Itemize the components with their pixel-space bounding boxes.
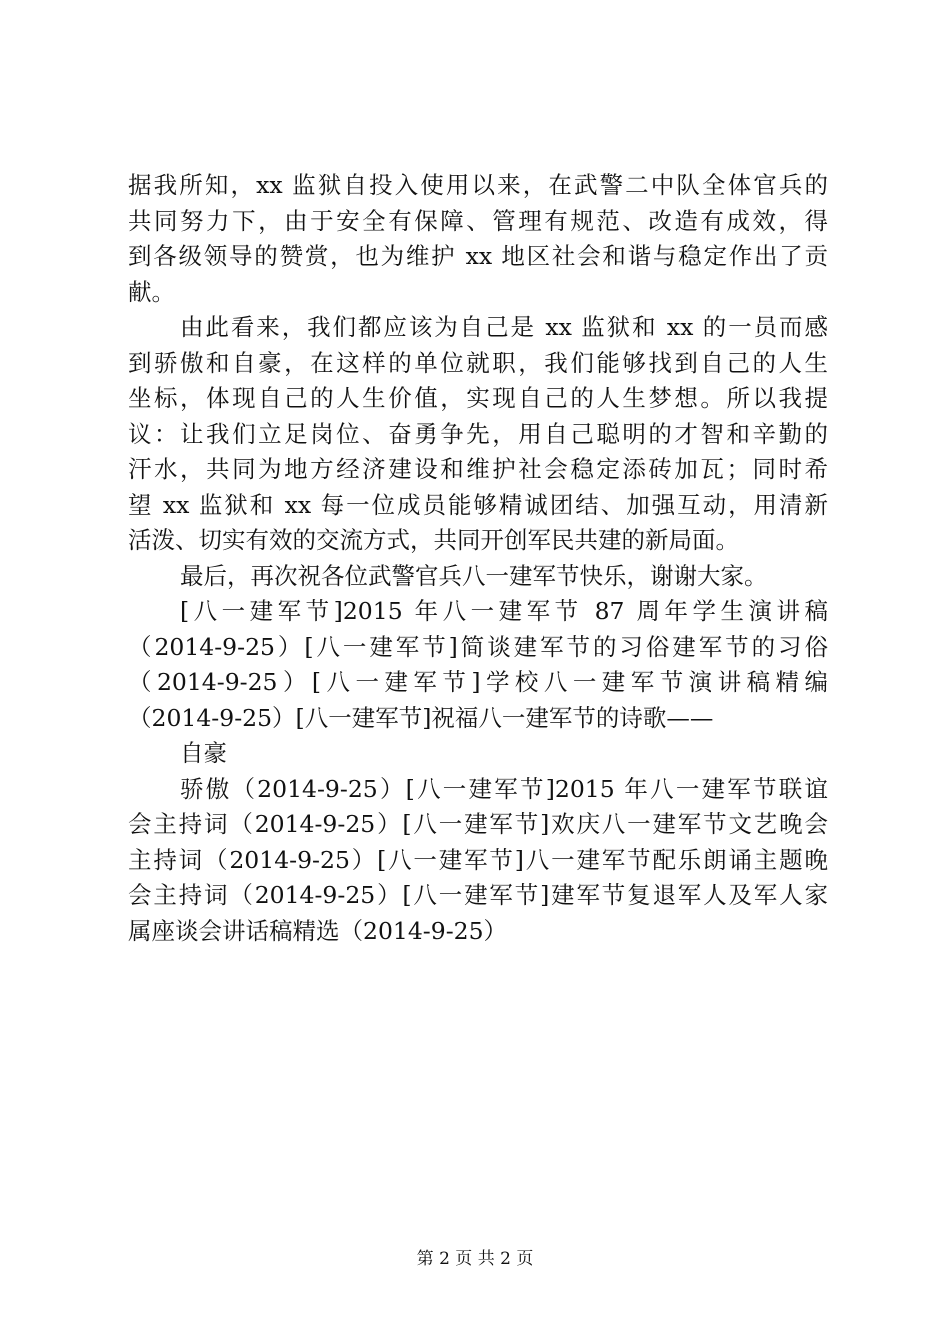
text-line: 自豪: [180, 739, 227, 767]
text-line: 活泼、切实有效的交流方式，共同开创军民共建的新局面。: [128, 526, 739, 554]
text-line: 议：让我们立足岗位、奋勇争先，用自己聪明的才智和辛勤的: [128, 419, 828, 448]
text-line: 据我所知，xx 监狱自投入使用以来，在武警二中队全体官兵的: [128, 171, 828, 199]
text-line: 望 xx 监狱和 xx 每一位成员能够精诚团结、加强互动，用清新: [128, 490, 828, 519]
text-line: 由此看来，我们都应该为自己是 xx 监狱和 xx 的一员而感: [180, 313, 828, 341]
text-line: （2014-9-25）[八一建军节]简谈建军节的习俗建军节的习俗: [128, 632, 828, 661]
text-line: 汗水，共同为地方经济建设和维护社会稳定添砖加瓦；同时希: [128, 455, 828, 483]
text-line: 属座谈会讲话稿精选（2014-9-25）: [128, 916, 508, 945]
document-body: [128, 168, 828, 949]
text-line: （2014-9-25）[八一建军节]祝福八一建军节的诗歌——: [128, 703, 714, 732]
text-line: 共同努力下，由于安全有保障、管理有规范、改造有成效，得: [128, 206, 828, 235]
text-line: 骄傲（2014-9-25）[八一建军节]2015 年八一建军节联谊: [180, 774, 828, 803]
text-line: 到骄傲和自豪，在这样的单位就职，我们能够找到自己的人生: [128, 348, 828, 377]
text-line: 会主持词（2014-9-25）[八一建军节]欢庆八一建军节文艺晚会: [128, 810, 828, 838]
text-line: 会主持词（2014-9-25）[八一建军节]建军节复退军人及军人家: [128, 881, 828, 909]
text-line: （2014-9-25）[八一建军节]学校八一建军节演讲稿精编: [128, 668, 828, 696]
text-line: [八一建军节]2015 年八一建军节 87 周年学生演讲稿: [180, 597, 828, 625]
text-line: 坐标，体现自己的人生价值，实现自己的人生梦想。所以我提: [128, 384, 828, 412]
text-line: 献。: [128, 277, 175, 306]
page-number-footer: 第 2 页 共 2 页: [416, 1249, 534, 1269]
text-line: 主持词（2014-9-25）[八一建军节]八一建军节配乐朗诵主题晚: [128, 845, 828, 874]
text-line: 最后，再次祝各位武警官兵八一建军节快乐，谢谢大家。: [180, 561, 768, 590]
text-line: 到各级领导的赞赏，也为维护 xx 地区社会和谐与稳定作出了贡: [128, 242, 828, 270]
